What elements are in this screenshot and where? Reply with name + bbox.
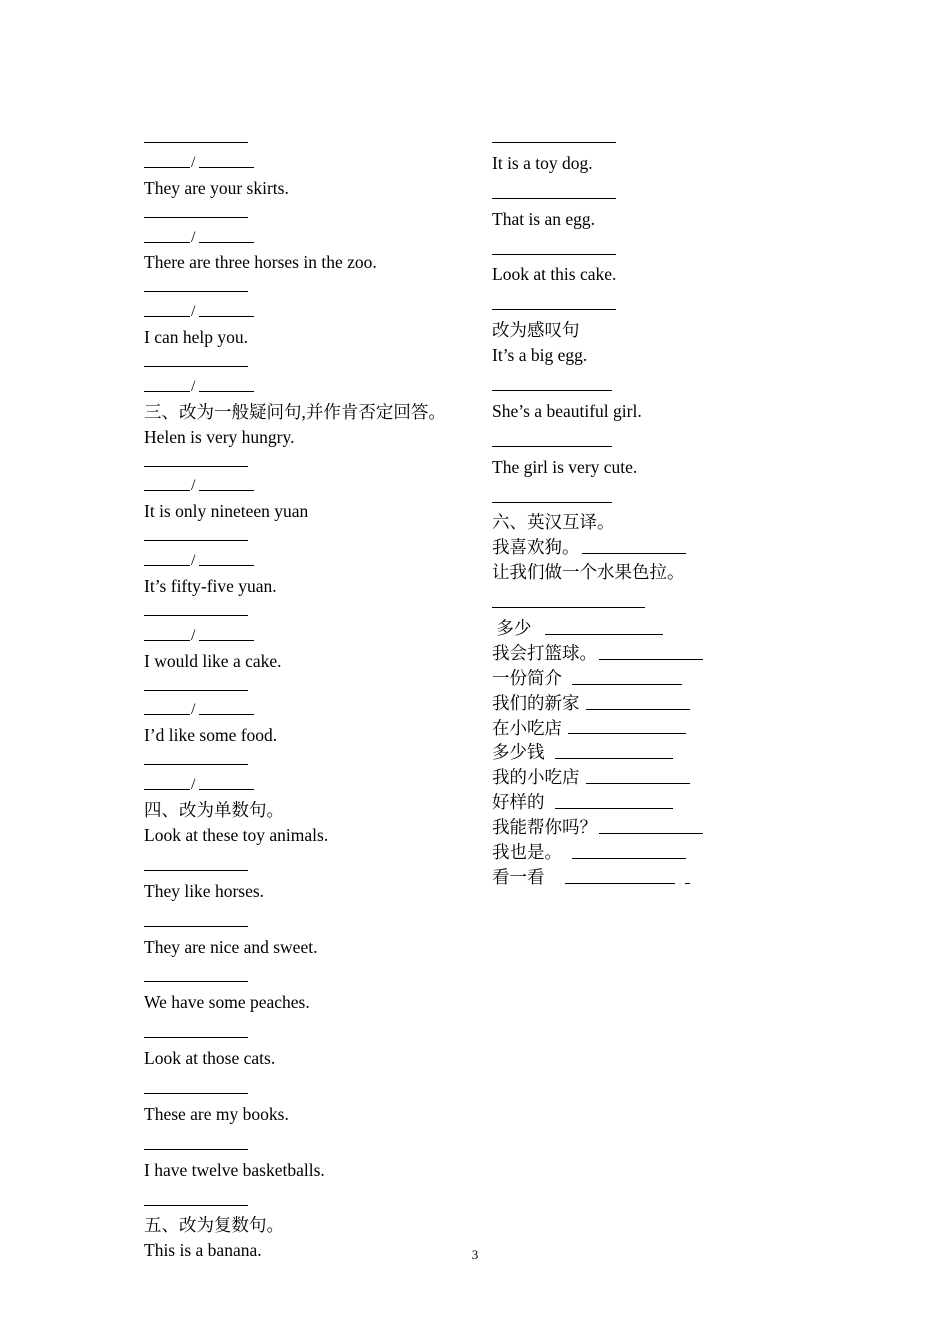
translation-item[interactable]	[492, 616, 822, 641]
translation-prompt: 我的小吃店	[492, 767, 580, 788]
answer-blank[interactable]	[144, 965, 474, 990]
exercise-text: Helen is very hungry.	[144, 426, 295, 447]
blank-line	[492, 502, 612, 503]
blank-line	[555, 808, 673, 809]
blank-line	[144, 167, 190, 168]
blank-line-tail	[685, 883, 690, 884]
blank-line	[586, 783, 690, 784]
exercise-text: This is a banana.	[144, 1240, 262, 1261]
blank-line	[144, 1205, 248, 1206]
exercise-text: That is an egg.	[492, 208, 596, 229]
answer-blank[interactable]	[144, 599, 474, 624]
exercise-text: Look at those cats.	[144, 1048, 276, 1069]
slash-separator: /	[191, 626, 196, 644]
blank-line	[144, 926, 248, 927]
exercise-text: It is only nineteen yuan	[144, 501, 309, 522]
answer-blank[interactable]	[144, 674, 474, 699]
yes-no-answer-blank[interactable]	[144, 773, 474, 798]
exercise-text: They are nice and sweet.	[144, 936, 318, 957]
blank-line	[144, 690, 248, 691]
blank-line	[572, 858, 686, 859]
answer-blank[interactable]	[492, 238, 822, 263]
blank-line	[144, 615, 248, 616]
slash-separator: /	[191, 552, 196, 570]
exercise-text: I can help you.	[144, 327, 248, 348]
blank-line	[144, 316, 190, 317]
blank-line	[555, 758, 673, 759]
blank-line	[144, 764, 248, 765]
blank-line	[492, 254, 616, 255]
exercise-text: 改为感叹句	[492, 320, 580, 341]
blank-line	[199, 242, 254, 243]
blank-line	[599, 659, 703, 660]
blank-line	[586, 709, 690, 710]
blank-line	[144, 1093, 248, 1094]
blank-line	[199, 391, 254, 392]
blank-line	[144, 142, 248, 143]
blank-line	[492, 198, 616, 199]
slash-separator: /	[191, 228, 196, 246]
blank-line	[199, 714, 254, 715]
translation-item[interactable]	[492, 840, 822, 865]
slash-separator: /	[191, 303, 196, 321]
blank-line	[199, 167, 254, 168]
blank-line	[144, 870, 248, 871]
translation-prompt: 多少钱	[492, 742, 545, 763]
blank-line	[199, 316, 254, 317]
blank-line	[492, 390, 612, 391]
yes-no-answer-blank[interactable]	[144, 151, 474, 176]
blank-line	[582, 553, 686, 554]
translation-prompt: 一份简介	[492, 667, 562, 688]
slash-separator: /	[191, 701, 196, 719]
exercise-text: Look at these toy animals.	[144, 824, 329, 845]
yes-no-answer-blank[interactable]	[144, 698, 474, 723]
exercise-text: I’d like some food.	[144, 725, 278, 746]
blank-line	[572, 684, 682, 685]
translation-item[interactable]	[492, 535, 822, 560]
yes-no-answer-blank[interactable]	[144, 300, 474, 325]
answer-blank[interactable]	[492, 430, 822, 455]
answer-blank[interactable]	[144, 1133, 474, 1158]
answer-blank[interactable]	[144, 1189, 474, 1214]
translation-prompt: 我会打篮球。	[492, 642, 597, 663]
translation-item[interactable]	[492, 815, 822, 840]
exercise-text: She’s a beautiful girl.	[492, 400, 642, 421]
exercise-text: They are your skirts.	[144, 177, 289, 198]
exercise-text: It is a toy dog.	[492, 152, 593, 173]
translation-item[interactable]	[492, 666, 822, 691]
blank-line	[144, 540, 248, 541]
exercise-text: I would like a cake.	[144, 650, 282, 671]
answer-blank[interactable]	[144, 350, 474, 375]
exercise-text: They like horses.	[144, 880, 265, 901]
translation-prompt: 我喜欢狗。	[492, 537, 580, 558]
slash-separator: /	[191, 377, 196, 395]
yes-no-answer-blank[interactable]	[144, 226, 474, 251]
blank-line	[144, 466, 248, 467]
answer-blank[interactable]	[144, 854, 474, 879]
blank-line	[144, 565, 190, 566]
exercise-text: It’s fifty-five yuan.	[144, 576, 277, 597]
blank-line	[199, 640, 254, 641]
exercise-text: The girl is very cute.	[492, 456, 638, 477]
answer-blank[interactable]	[144, 1077, 474, 1102]
blank-line	[492, 309, 616, 310]
blank-line	[144, 981, 248, 982]
blank-line	[599, 833, 703, 834]
translation-item[interactable]	[492, 716, 822, 741]
blank-line	[144, 366, 248, 367]
answer-blank[interactable]	[144, 524, 474, 549]
answer-blank[interactable]	[144, 1021, 474, 1046]
answer-blank[interactable]	[144, 275, 474, 300]
blank-line	[545, 634, 663, 635]
answer-blank[interactable]	[492, 126, 822, 151]
blank-line	[492, 446, 612, 447]
answer-blank[interactable]	[492, 374, 822, 399]
answer-blank[interactable]	[144, 748, 474, 773]
translation-item[interactable]	[492, 691, 822, 716]
answer-blank[interactable]	[144, 910, 474, 935]
blank-line	[492, 607, 645, 608]
page-number: 3	[471, 1247, 479, 1262]
exercise-text: Look at this cake.	[492, 264, 617, 285]
exercise-text: It’s a big egg.	[492, 345, 588, 366]
blank-line	[144, 217, 248, 218]
translation-prompt: 多少	[492, 618, 532, 639]
blank-line	[199, 565, 254, 566]
blank-line	[144, 291, 248, 292]
blank-line	[144, 714, 190, 715]
exercise-text: 六、英汉互译。	[492, 512, 615, 533]
translation-item[interactable]	[492, 790, 822, 815]
left-column	[144, 126, 474, 1263]
blank-line	[568, 733, 686, 734]
translation-item[interactable]	[492, 740, 822, 765]
blank-line	[144, 391, 190, 392]
exercise-text: 四、改为单数句。	[144, 800, 284, 821]
answer-blank[interactable]	[492, 293, 822, 318]
slash-separator: /	[191, 776, 196, 794]
blank-line	[144, 490, 190, 491]
exercise-text: We have some peaches.	[144, 992, 310, 1013]
exercise-text: I have twelve basketballs.	[144, 1159, 325, 1180]
yes-no-answer-blank[interactable]	[144, 624, 474, 649]
exercise-text: 三、改为一般疑问句,并作肯否定回答。	[144, 401, 446, 422]
exercise-text: 五、改为复数句。	[144, 1215, 284, 1236]
translation-item[interactable]	[492, 641, 822, 666]
translation-prompt: 我能帮你吗？	[492, 817, 597, 838]
exercise-text: 让我们做一个水果色拉。	[492, 562, 685, 583]
translation-prompt: 好样的	[492, 792, 545, 813]
blank-line	[492, 142, 616, 143]
answer-blank[interactable]	[144, 126, 474, 151]
yes-no-answer-blank[interactable]	[144, 474, 474, 499]
answer-blank[interactable]	[144, 201, 474, 226]
yes-no-answer-blank[interactable]	[144, 549, 474, 574]
translation-prompt: 我们的新家	[492, 692, 580, 713]
exercise-text: These are my books.	[144, 1103, 289, 1124]
answer-blank[interactable]	[492, 591, 822, 616]
translation-prompt: 我也是。	[492, 842, 562, 863]
blank-line	[565, 883, 675, 884]
yes-no-answer-blank[interactable]	[144, 375, 474, 400]
blank-line	[144, 789, 190, 790]
blank-line	[144, 1037, 248, 1038]
slash-separator: /	[191, 477, 196, 495]
answer-blank[interactable]	[144, 450, 474, 475]
translation-prompt: 看一看	[492, 866, 545, 887]
translation-item[interactable]	[492, 765, 822, 790]
translation-item[interactable]	[492, 865, 822, 890]
blank-line	[199, 789, 254, 790]
right-column	[492, 126, 822, 890]
answer-blank[interactable]	[492, 486, 822, 511]
blank-line	[144, 242, 190, 243]
blank-line	[144, 1149, 248, 1150]
slash-separator: /	[191, 153, 196, 171]
blank-line	[199, 490, 254, 491]
blank-line	[144, 640, 190, 641]
translation-prompt: 在小吃店	[492, 717, 562, 738]
exercise-text: There are three horses in the zoo.	[144, 252, 377, 273]
answer-blank[interactable]	[492, 182, 822, 207]
